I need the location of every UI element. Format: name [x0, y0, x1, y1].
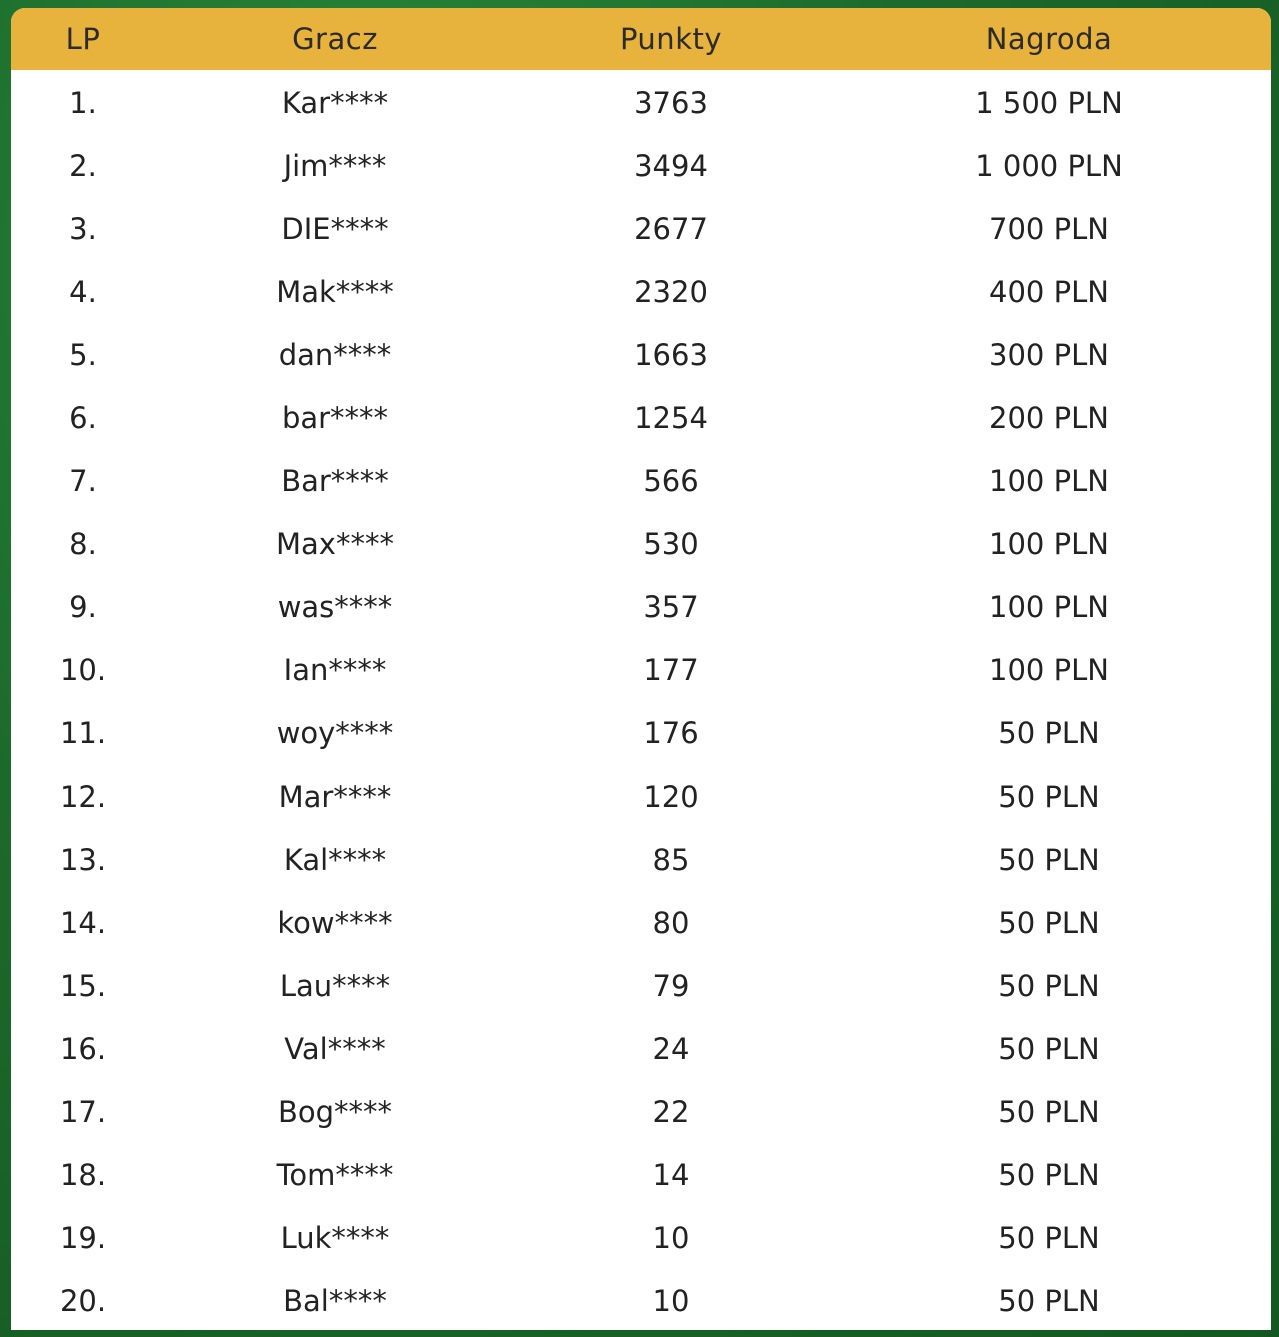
row-prize: 200 PLN: [989, 401, 1109, 436]
row-prize: 100 PLN: [989, 653, 1109, 688]
header-player: Gracz: [292, 22, 378, 56]
row-points: 3763: [634, 85, 708, 120]
table-row: [11, 576, 1271, 639]
row-rank: 14.: [59, 905, 107, 940]
row-rank: 16.: [59, 1031, 107, 1066]
row-rank: 3.: [69, 211, 97, 246]
row-rank: 15.: [59, 968, 107, 1003]
row-rank: 7.: [69, 464, 97, 499]
table-row: [11, 1081, 1271, 1144]
row-rank: 9.: [69, 590, 97, 625]
row-points: 2320: [634, 274, 708, 309]
table-row: [11, 260, 1271, 323]
row-prize: 100 PLN: [989, 527, 1109, 562]
table-header: [11, 8, 1271, 70]
row-player: was****: [277, 590, 393, 625]
table-row: [11, 513, 1271, 576]
row-prize: 50 PLN: [998, 905, 1100, 940]
row-points: 1254: [634, 401, 708, 436]
table-row: [11, 1207, 1271, 1270]
row-rank: 11.: [59, 716, 107, 751]
table-row: [11, 891, 1271, 954]
row-rank: 18.: [59, 1158, 107, 1193]
row-prize: 50 PLN: [998, 779, 1100, 814]
row-rank: 10.: [59, 653, 107, 688]
row-rank: 13.: [59, 842, 107, 877]
row-player: woy****: [276, 716, 394, 751]
row-player: Bal****: [283, 1284, 387, 1319]
table-row: [11, 828, 1271, 891]
row-prize: 50 PLN: [998, 842, 1100, 877]
row-points: 530: [643, 527, 699, 562]
row-prize: 50 PLN: [998, 1095, 1100, 1130]
row-rank: 5.: [69, 337, 97, 372]
row-player: kow****: [277, 905, 393, 940]
row-points: 357: [643, 590, 699, 625]
header-points: Punkty: [619, 22, 723, 56]
row-points: 2677: [634, 211, 708, 246]
row-player: Bar****: [281, 464, 389, 499]
header-prize: Nagroda: [985, 22, 1113, 56]
row-player: dan****: [278, 337, 392, 372]
leaderboard-card: [11, 8, 1271, 1330]
row-points: 120: [643, 779, 699, 814]
row-rank: 19.: [59, 1221, 107, 1256]
row-prize: 50 PLN: [998, 1158, 1100, 1193]
table-row: [11, 323, 1271, 386]
row-player: Luk****: [280, 1221, 390, 1256]
row-rank: 4.: [69, 274, 97, 309]
table-row: [11, 1017, 1271, 1080]
row-player: bar****: [281, 401, 389, 436]
row-player: Jim****: [283, 148, 387, 183]
row-prize: 300 PLN: [989, 337, 1109, 372]
row-player: Bog****: [277, 1095, 393, 1130]
row-player: Kar****: [281, 85, 389, 120]
row-prize: 50 PLN: [998, 1284, 1100, 1319]
row-prize: 1 500 PLN: [975, 85, 1123, 120]
row-rank: 2.: [69, 148, 97, 183]
table-row: [11, 639, 1271, 702]
row-player: Max****: [276, 527, 394, 562]
row-prize: 50 PLN: [998, 1031, 1100, 1066]
row-points: 22: [652, 1095, 690, 1130]
row-points: 14: [652, 1158, 690, 1193]
row-player: Lau****: [279, 968, 391, 1003]
table-body: [11, 70, 1271, 1330]
table-row: [11, 1144, 1271, 1207]
row-rank: 17.: [59, 1095, 107, 1130]
row-player: Kal****: [283, 842, 387, 877]
row-prize: 50 PLN: [998, 716, 1100, 751]
row-rank: 12.: [59, 779, 107, 814]
row-points: 1663: [634, 337, 708, 372]
row-points: 85: [652, 842, 690, 877]
table-row: [11, 765, 1271, 828]
table-row: [11, 450, 1271, 513]
row-prize: 100 PLN: [989, 590, 1109, 625]
header-lp: LP: [65, 22, 101, 56]
row-player: Val****: [284, 1031, 386, 1066]
row-player: Tom****: [276, 1158, 394, 1193]
row-rank: 1.: [69, 85, 97, 120]
row-points: 10: [652, 1284, 690, 1319]
row-points: 10: [652, 1221, 690, 1256]
table-row: [11, 954, 1271, 1017]
row-points: 176: [643, 716, 699, 751]
table-row: [11, 197, 1271, 260]
row-rank: 8.: [69, 527, 97, 562]
row-points: 24: [652, 1031, 690, 1066]
row-rank: 6.: [69, 401, 97, 436]
row-points: 177: [643, 653, 699, 688]
row-prize: 50 PLN: [998, 968, 1100, 1003]
row-prize: 400 PLN: [989, 274, 1109, 309]
table-row: [11, 71, 1271, 134]
row-player: DIE****: [281, 211, 389, 246]
row-player: Mar****: [278, 779, 392, 814]
row-points: 79: [652, 968, 690, 1003]
table-row: [11, 134, 1271, 197]
row-prize: 100 PLN: [989, 464, 1109, 499]
table-row: [11, 386, 1271, 449]
table-row: [11, 1270, 1271, 1330]
row-points: 80: [652, 905, 690, 940]
row-prize: 1 000 PLN: [975, 148, 1123, 183]
row-points: 566: [643, 464, 699, 499]
row-player: Mak****: [276, 274, 394, 309]
row-prize: 50 PLN: [998, 1221, 1100, 1256]
row-points: 3494: [634, 148, 708, 183]
row-player: Ian****: [283, 653, 387, 688]
row-rank: 20.: [59, 1284, 107, 1319]
row-prize: 700 PLN: [989, 211, 1109, 246]
table-row: [11, 702, 1271, 765]
